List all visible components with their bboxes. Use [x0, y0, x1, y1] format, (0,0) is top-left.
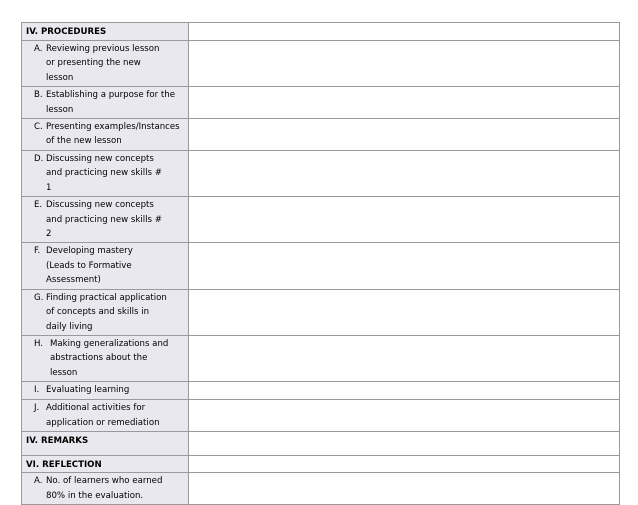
reflection-heading: VI. REFLECTION — [22, 455, 189, 472]
procedure-letter: A. — [34, 44, 43, 54]
procedure-label-cell-h — [22, 335, 189, 381]
remarks-row — [22, 431, 620, 455]
procedure-row-h — [22, 335, 620, 381]
procedures-heading-row — [22, 23, 620, 41]
procedure-label-cell-e — [22, 197, 189, 243]
procedure-text: Reviewing previous lesson or presenting the new lesson — [46, 44, 160, 83]
procedure-text: Evaluating learning — [46, 385, 130, 396]
procedure-letter: C. — [34, 122, 43, 133]
reflection-value-cell-a[interactable] — [189, 473, 620, 505]
procedure-row-g — [22, 289, 620, 335]
procedure-value-cell-b[interactable] — [189, 87, 620, 119]
procedure-text: Developing mastery (Leads to Formative Assessment) — [46, 246, 133, 286]
remarks-value-cell[interactable] — [189, 431, 620, 455]
procedure-letter: G. — [34, 292, 44, 303]
procedure-text: Discussing new concepts and practicing new skills # 1 — [46, 154, 162, 193]
procedure-value-cell-d[interactable] — [189, 151, 620, 197]
procedure-value-cell-a[interactable] — [189, 41, 620, 87]
procedure-value-cell-i[interactable] — [189, 382, 620, 400]
reflection-row-a — [22, 473, 620, 505]
lesson-log-table — [21, 22, 620, 505]
procedure-text: Additional activities for application or remediation — [46, 403, 160, 428]
procedure-row-i — [22, 382, 620, 400]
procedure-value-cell-e[interactable] — [189, 197, 620, 243]
reflection-text: No. of learners who earned 80% in the evaluation. — [46, 476, 163, 501]
reflection-heading-value-cell[interactable] — [189, 455, 620, 472]
procedure-letter: I. — [34, 385, 40, 396]
procedure-label-cell-a — [22, 41, 189, 87]
procedure-text: Finding practical application of concepts and skills in daily living — [46, 292, 167, 332]
procedure-text: Discussing new concepts and practicing new skills # 2 — [46, 200, 162, 240]
reflection-heading-row — [22, 455, 620, 472]
procedures-heading-value-cell[interactable] — [189, 23, 620, 41]
procedure-label-cell-f — [22, 243, 189, 289]
procedure-value-cell-j[interactable] — [189, 400, 620, 432]
procedure-label-cell-d — [22, 151, 189, 197]
procedure-row-b — [22, 87, 620, 119]
procedure-value-cell-c[interactable] — [189, 119, 620, 151]
procedure-letter: F. — [34, 246, 41, 257]
procedure-label-cell-j — [22, 400, 189, 432]
procedure-letter: B. — [34, 90, 43, 101]
procedure-text: Presenting examples/Instances of the new lesson — [46, 122, 180, 147]
procedure-row-a — [22, 41, 620, 87]
procedure-label-cell-b — [22, 87, 189, 119]
remarks-heading: IV. REMARKS — [22, 431, 189, 455]
procedure-label-cell-g — [22, 289, 189, 335]
procedure-row-d — [22, 151, 620, 197]
procedures-heading: IV. PROCEDURES — [22, 23, 189, 41]
procedure-label-cell-i — [22, 382, 189, 400]
procedure-value-cell-g[interactable] — [189, 289, 620, 335]
procedure-row-f — [22, 243, 620, 289]
procedure-row-e — [22, 197, 620, 243]
procedure-value-cell-h[interactable] — [189, 335, 620, 381]
reflection-letter: A. — [34, 476, 43, 487]
procedure-text: Making generalizations and abstractions about the lesson — [50, 338, 169, 378]
procedure-label-cell-c — [22, 119, 189, 151]
reflection-label-cell-a — [22, 473, 189, 505]
procedure-row-c — [22, 119, 620, 151]
procedure-letter: J. — [34, 403, 40, 414]
procedure-letter: H. — [34, 338, 44, 349]
procedure-value-cell-f[interactable] — [189, 243, 620, 289]
procedure-text: Establishing a purpose for the lesson — [46, 90, 176, 115]
procedure-letter: E. — [34, 200, 43, 211]
procedure-letter: D. — [34, 154, 44, 165]
procedure-row-j — [22, 400, 620, 432]
